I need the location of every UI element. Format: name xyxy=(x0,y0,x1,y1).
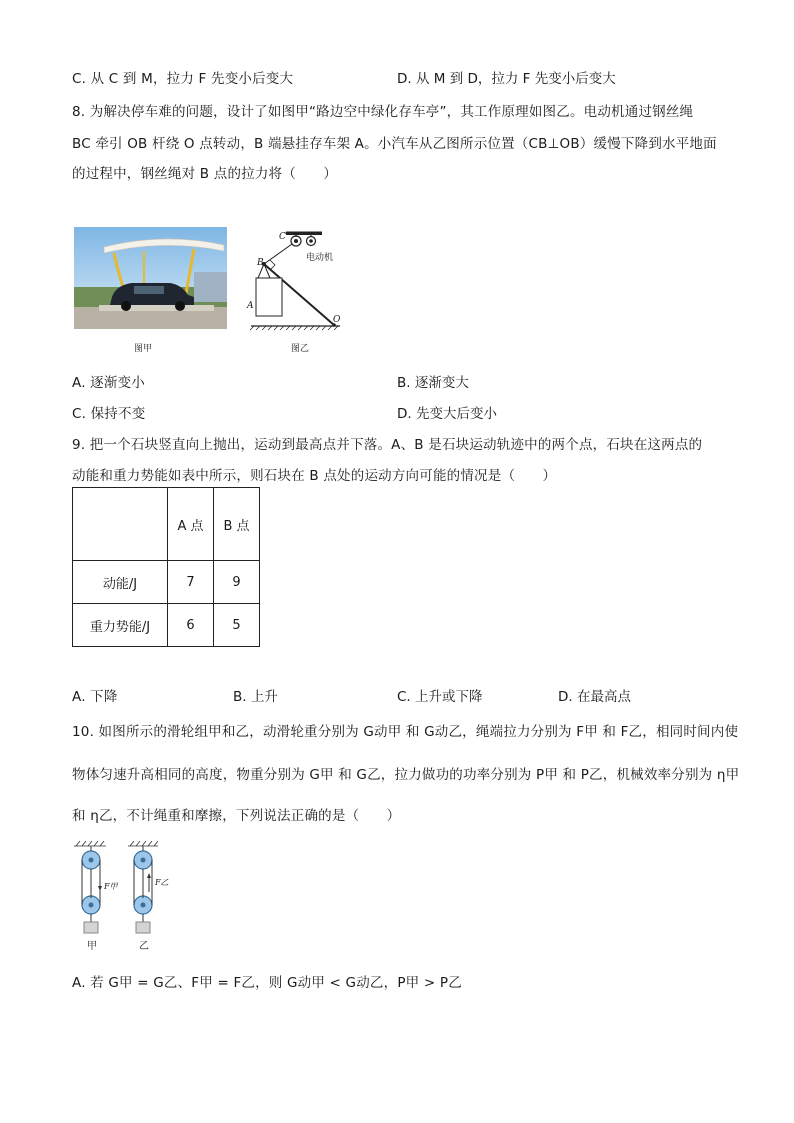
q10-stem-line1: 10. 如图所示的滑轮组甲和乙，动滑轮重分别为 G动甲 和 G动乙，绳端拉力分别为 F甲 和 F乙，相同时间内使 xyxy=(72,724,739,740)
q8-option-d: D. 先变大后变小 xyxy=(397,406,497,422)
label-b: B xyxy=(257,258,264,268)
q9-option-b: B. 上升 xyxy=(233,689,278,705)
q8-stem-line2: BC 牵引 OB 杆绕 O 点转动，B 端悬挂存车架 A。小汽车从乙图所示位置（CB⊥OB）缓慢下降到水平地面 xyxy=(72,136,717,152)
label-f-jia: F甲 xyxy=(104,882,118,891)
cell-b: 9 xyxy=(214,561,260,604)
q9-stem-line2: 动能和重力势能如表中所示，则石块在 B 点处的运动方向可能的情况是（ ） xyxy=(72,468,557,484)
table-header-a: A 点 xyxy=(168,488,214,561)
carport-photo xyxy=(74,227,227,329)
q10-stem-line2: 物体匀速升高相同的高度，物重分别为 G甲 和 G乙，拉力做功的功率分别为 P甲 和 P乙，机械效率分别为 η甲 xyxy=(72,767,740,783)
q7-option-d: D. 从 M 到 D，拉力 F 先变小后变大 xyxy=(397,71,616,87)
q8-stem-line1: 8. 为解决停车难的问题，设计了如图甲“路边空中绿化存车亭”，其工作原理如图乙。电动机通过钢丝绳 xyxy=(72,104,694,120)
q8-option-b: B. 逐渐变大 xyxy=(397,375,469,391)
cell-a: 6 xyxy=(168,604,214,647)
label-motor: 电动机 xyxy=(306,253,334,263)
cell-b: 5 xyxy=(214,604,260,647)
lever-diagram xyxy=(246,230,346,332)
fig-yi-caption: 图乙 xyxy=(291,344,310,354)
cell-a: 7 xyxy=(168,561,214,604)
q7-option-c: C. 从 C 到 M，拉力 F 先变小后变大 xyxy=(72,71,294,87)
q9-option-d: D. 在最高点 xyxy=(558,689,631,705)
row-label: 重力势能/J xyxy=(73,604,168,647)
q9-option-c: C. 上升或下降 xyxy=(397,689,483,705)
row-label: 动能/J xyxy=(73,561,168,604)
label-yi: 乙 xyxy=(139,941,149,952)
energy-table xyxy=(72,487,260,647)
q9-stem-line1: 9. 把一个石块竖直向上抛出，运动到最高点并下落。A、B 是石块运动轨迹中的两个点，石块在这两点的 xyxy=(72,437,703,453)
label-f-yi: F乙 xyxy=(155,878,169,887)
q8-option-a: A. 逐渐变小 xyxy=(72,375,145,391)
label-o: O xyxy=(333,315,341,325)
q10-stem-line3: 和 η乙，不计绳重和摩擦，下列说法正确的是（ ） xyxy=(72,808,401,824)
q8-option-c: C. 保持不变 xyxy=(72,406,146,422)
q8-stem-line3: 的过程中，钢丝绳对 B 点的拉力将（ ） xyxy=(72,166,338,182)
label-c: C xyxy=(279,232,286,242)
table-row xyxy=(73,561,260,604)
fig-jia-caption: 图甲 xyxy=(134,344,153,354)
pulley-diagram xyxy=(72,840,182,950)
q10-option-a: A. 若 G甲 = G乙、F甲 = F乙，则 G动甲 < G动乙，P甲 > P乙 xyxy=(72,975,462,991)
label-jia: 甲 xyxy=(87,941,97,952)
label-a: A xyxy=(247,301,254,311)
table-header-b: B 点 xyxy=(214,488,260,561)
table-row xyxy=(73,604,260,647)
q9-option-a: A. 下降 xyxy=(72,689,118,705)
table-header-empty xyxy=(73,488,168,561)
